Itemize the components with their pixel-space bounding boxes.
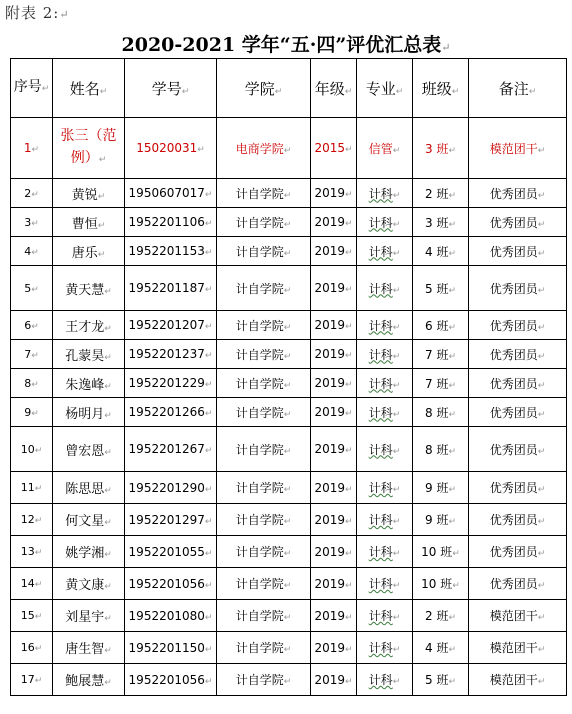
major-cell: 计科↵ xyxy=(357,369,413,398)
grade-cell: 2019↵ xyxy=(311,398,357,427)
table-row xyxy=(11,398,567,427)
grade-cell: 2019↵ xyxy=(311,472,357,504)
college-cell: 计自学院↵ xyxy=(217,398,311,427)
table-row xyxy=(11,427,567,472)
remark-cell: 优秀团员↵ xyxy=(469,179,567,208)
class-cell: 4 班↵ xyxy=(413,237,469,266)
example-student-id: 15020031↵ xyxy=(125,118,217,179)
name-cell: 杨明月↵ xyxy=(53,398,125,427)
college-cell: 计自学院↵ xyxy=(217,208,311,237)
name-cell: 王才龙↵ xyxy=(53,311,125,340)
example-college: 电商学院↵ xyxy=(217,118,311,179)
name-cell: 姚学湘↵ xyxy=(53,536,125,568)
major-cell: 计科↵ xyxy=(357,664,413,696)
table-row xyxy=(11,568,567,600)
name-cell: 朱逸峰↵ xyxy=(53,369,125,398)
example-grade: 2015↵ xyxy=(311,118,357,179)
remark-cell: 优秀团员↵ xyxy=(469,369,567,398)
class-cell: 8 班↵ xyxy=(413,427,469,472)
name-cell: 唐生智↵ xyxy=(53,632,125,664)
class-cell: 10 班↵ xyxy=(413,568,469,600)
college-cell: 计自学院↵ xyxy=(217,266,311,311)
college-cell: 计自学院↵ xyxy=(217,664,311,696)
major-cell: 计科↵ xyxy=(357,311,413,340)
student-id-cell: 1952201290↵ xyxy=(125,472,217,504)
major-cell: 计科↵ xyxy=(357,536,413,568)
table-row xyxy=(11,208,567,237)
table-header-row xyxy=(11,59,567,118)
college-cell: 计自学院↵ xyxy=(217,340,311,369)
major-cell: 计科↵ xyxy=(357,427,413,472)
class-cell: 6 班↵ xyxy=(413,311,469,340)
grade-cell: 2019↵ xyxy=(311,568,357,600)
remark-cell: 优秀团员↵ xyxy=(469,311,567,340)
student-id-cell: 1952201056↵ xyxy=(125,568,217,600)
major-cell: 计科↵ xyxy=(357,179,413,208)
table-row xyxy=(11,664,567,696)
example-class: 3 班↵ xyxy=(413,118,469,179)
seq-cell: 2↵ xyxy=(11,179,53,208)
major-cell: 计科↵ xyxy=(357,568,413,600)
major-cell: 计科↵ xyxy=(357,266,413,311)
college-cell: 计自学院↵ xyxy=(217,504,311,536)
student-id-cell: 1952201055↵ xyxy=(125,536,217,568)
remark-cell: 优秀团员↵ xyxy=(469,427,567,472)
class-cell: 10 班↵ xyxy=(413,536,469,568)
remark-cell: 优秀团员↵ xyxy=(469,536,567,568)
seq-cell: 15↵ xyxy=(11,600,53,632)
table-row xyxy=(11,600,567,632)
grade-cell: 2019↵ xyxy=(311,179,357,208)
class-cell: 7 班↵ xyxy=(413,340,469,369)
remark-cell: 模范团干↵ xyxy=(469,632,567,664)
header-remark: 备注↵ xyxy=(469,59,567,118)
name-cell: 黄锐↵ xyxy=(53,179,125,208)
college-cell: 计自学院↵ xyxy=(217,237,311,266)
remark-cell: 优秀团员↵ xyxy=(469,208,567,237)
table-row xyxy=(11,536,567,568)
grade-cell: 2019↵ xyxy=(311,266,357,311)
major-cell: 计科↵ xyxy=(357,504,413,536)
major-cell: 计科↵ xyxy=(357,237,413,266)
name-cell: 唐乐↵ xyxy=(53,237,125,266)
class-cell: 5 班↵ xyxy=(413,664,469,696)
grade-cell: 2019↵ xyxy=(311,369,357,398)
class-cell: 3 班↵ xyxy=(413,208,469,237)
example-major: 信管↵ xyxy=(357,118,413,179)
header-college: 学院↵ xyxy=(217,59,311,118)
student-id-cell: 1952201056↵ xyxy=(125,664,217,696)
document-title: 2020-2021 学年“五·四”评优汇总表↵ xyxy=(121,34,451,56)
header-grade: 年级↵ xyxy=(311,59,357,118)
table-row xyxy=(11,632,567,664)
seq-cell: 14↵ xyxy=(11,568,53,600)
example-seq: 1↵ xyxy=(11,118,53,179)
student-id-cell: 1952201297↵ xyxy=(125,504,217,536)
table-row xyxy=(11,369,567,398)
grade-cell: 2019↵ xyxy=(311,536,357,568)
class-cell: 2 班↵ xyxy=(413,600,469,632)
awards-summary-table xyxy=(10,58,567,696)
remark-cell: 优秀团员↵ xyxy=(469,568,567,600)
college-cell: 计自学院↵ xyxy=(217,369,311,398)
college-cell: 计自学院↵ xyxy=(217,427,311,472)
student-id-cell: 1952201237↵ xyxy=(125,340,217,369)
class-cell: 7 班↵ xyxy=(413,369,469,398)
name-cell: 曾宏恩↵ xyxy=(53,427,125,472)
student-id-cell: 1952201106↵ xyxy=(125,208,217,237)
college-cell: 计自学院↵ xyxy=(217,600,311,632)
student-id-cell: 1952201267↵ xyxy=(125,427,217,472)
seq-cell: 4↵ xyxy=(11,237,53,266)
seq-cell: 3↵ xyxy=(11,208,53,237)
student-id-cell: 1952201266↵ xyxy=(125,398,217,427)
college-cell: 计自学院↵ xyxy=(217,472,311,504)
header-seq: 序号↵ xyxy=(11,59,53,118)
header-class: 班级↵ xyxy=(413,59,469,118)
major-cell: 计科↵ xyxy=(357,600,413,632)
seq-cell: 11↵ xyxy=(11,472,53,504)
class-cell: 5 班↵ xyxy=(413,266,469,311)
grade-cell: 2019↵ xyxy=(311,632,357,664)
seq-cell: 9↵ xyxy=(11,398,53,427)
seq-cell: 7↵ xyxy=(11,340,53,369)
college-cell: 计自学院↵ xyxy=(217,536,311,568)
college-cell: 计自学院↵ xyxy=(217,179,311,208)
student-id-cell: 1952201207↵ xyxy=(125,311,217,340)
seq-cell: 8↵ xyxy=(11,369,53,398)
remark-cell: 优秀团员↵ xyxy=(469,237,567,266)
student-id-cell: 1952201150↵ xyxy=(125,632,217,664)
remark-cell: 优秀团员↵ xyxy=(469,398,567,427)
table-row xyxy=(11,179,567,208)
class-cell: 2 班↵ xyxy=(413,179,469,208)
college-cell: 计自学院↵ xyxy=(217,632,311,664)
grade-cell: 2019↵ xyxy=(311,600,357,632)
header-name: 姓名↵ xyxy=(53,59,125,118)
table-row xyxy=(11,311,567,340)
grade-cell: 2019↵ xyxy=(311,664,357,696)
grade-cell: 2019↵ xyxy=(311,208,357,237)
table-row xyxy=(11,340,567,369)
major-cell: 计科↵ xyxy=(357,340,413,369)
college-cell: 计自学院↵ xyxy=(217,311,311,340)
header-major: 专业↵ xyxy=(357,59,413,118)
name-cell: 黄文康↵ xyxy=(53,568,125,600)
grade-cell: 2019↵ xyxy=(311,427,357,472)
college-cell: 计自学院↵ xyxy=(217,568,311,600)
seq-cell: 6↵ xyxy=(11,311,53,340)
grade-cell: 2019↵ xyxy=(311,237,357,266)
grade-cell: 2019↵ xyxy=(311,311,357,340)
class-cell: 4 班↵ xyxy=(413,632,469,664)
example-row xyxy=(11,118,567,179)
major-cell: 计科↵ xyxy=(357,472,413,504)
name-cell: 何文星↵ xyxy=(53,504,125,536)
seq-cell: 16↵ xyxy=(11,632,53,664)
student-id-cell: 1952201187↵ xyxy=(125,266,217,311)
seq-cell: 12↵ xyxy=(11,504,53,536)
table-row xyxy=(11,266,567,311)
major-cell: 计科↵ xyxy=(357,208,413,237)
table-row xyxy=(11,237,567,266)
seq-cell: 13↵ xyxy=(11,536,53,568)
student-id-cell: 1950607017↵ xyxy=(125,179,217,208)
table-row xyxy=(11,504,567,536)
name-cell: 鲍展慧↵ xyxy=(53,664,125,696)
grade-cell: 2019↵ xyxy=(311,340,357,369)
remark-cell: 模范团干↵ xyxy=(469,600,567,632)
student-id-cell: 1952201080↵ xyxy=(125,600,217,632)
table-row xyxy=(11,472,567,504)
major-cell: 计科↵ xyxy=(357,398,413,427)
seq-cell: 5↵ xyxy=(11,266,53,311)
seq-cell: 10↵ xyxy=(11,427,53,472)
name-cell: 曹恒↵ xyxy=(53,208,125,237)
major-cell: 计科↵ xyxy=(357,632,413,664)
student-id-cell: 1952201229↵ xyxy=(125,369,217,398)
name-cell: 黄天慧↵ xyxy=(53,266,125,311)
remark-cell: 优秀团员↵ xyxy=(469,340,567,369)
attachment-label: 附表 2:↵ xyxy=(5,4,70,22)
class-cell: 9 班↵ xyxy=(413,504,469,536)
class-cell: 8 班↵ xyxy=(413,398,469,427)
seq-cell: 17↵ xyxy=(11,664,53,696)
name-cell: 陈思思↵ xyxy=(53,472,125,504)
remark-cell: 优秀团员↵ xyxy=(469,504,567,536)
remark-cell: 模范团干↵ xyxy=(469,664,567,696)
name-cell: 刘星宇↵ xyxy=(53,600,125,632)
remark-cell: 优秀团员↵ xyxy=(469,266,567,311)
example-name: 张三（范例）↵ xyxy=(53,118,125,179)
example-remark: 模范团干↵ xyxy=(469,118,567,179)
student-id-cell: 1952201153↵ xyxy=(125,237,217,266)
name-cell: 孔蒙昊↵ xyxy=(53,340,125,369)
remark-cell: 优秀团员↵ xyxy=(469,472,567,504)
grade-cell: 2019↵ xyxy=(311,504,357,536)
class-cell: 9 班↵ xyxy=(413,472,469,504)
header-student-id: 学号↵ xyxy=(125,59,217,118)
